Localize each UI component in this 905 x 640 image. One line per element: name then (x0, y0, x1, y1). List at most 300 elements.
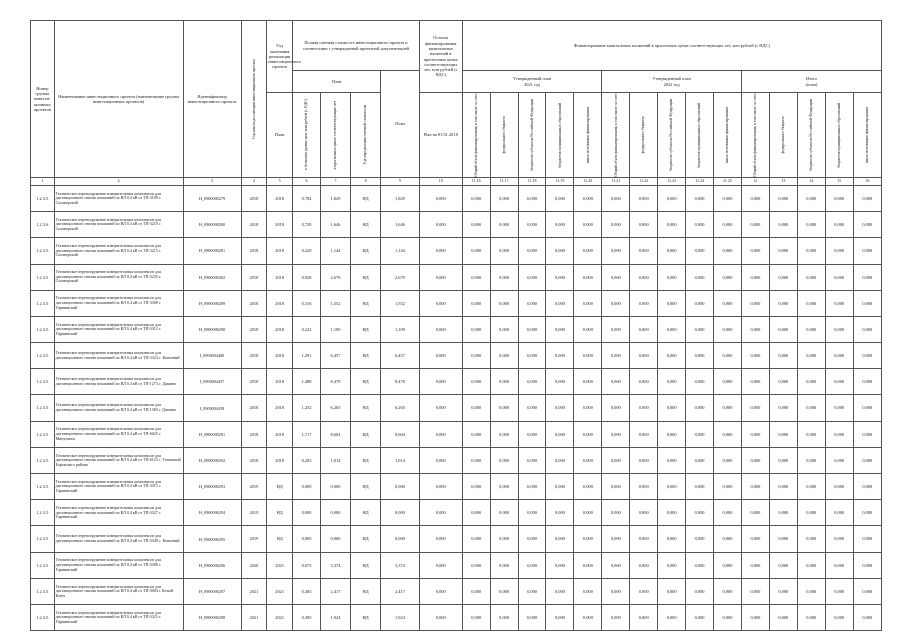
financing-value-cell: 0,000 (797, 500, 825, 526)
financing-value-cell: 0,000 (462, 395, 490, 421)
year-end-cell: 2021 (267, 578, 293, 604)
financing-value-cell: 0,000 (853, 474, 881, 500)
year-start-cell: 2018 (241, 264, 267, 290)
fin-h: бюджетов субъектов Российской Федерации (658, 93, 686, 178)
year-end-cell: 2018 (267, 185, 293, 211)
financing-value-cell: 0,000 (490, 578, 518, 604)
financing-value-cell: 0,000 (546, 578, 574, 604)
financing-value-cell: 0,000 (518, 474, 546, 500)
financing-value-cell: 0,000 (714, 343, 742, 369)
remain-unfinanced-cell: 0,000 (419, 395, 462, 421)
financing-value-cell: 0,000 (853, 185, 881, 211)
header-project-id: Идентификатор инвестиционного проекта (183, 21, 241, 178)
group-no-cell: 1.2.3.5 (31, 343, 55, 369)
year-end-cell: 2018 (267, 369, 293, 395)
project-id-cell: H_0900000280 (183, 212, 241, 238)
financing-value-cell: 0,000 (658, 185, 686, 211)
project-name-cell: Техническое перевооружение измерительных комплексов для дистанционного снятия показаний по ВЛ 0,4 кВ от ТП-3215 г. Салаворский (54, 238, 183, 264)
cost-forecast-cell: 2,417 (320, 578, 350, 604)
financing-value-cell: 0,000 (797, 395, 825, 421)
financing-value-cell: 0,000 (686, 185, 714, 211)
financing-value-cell: 0,000 (797, 552, 825, 578)
fin-h: бюджетов субъектов Российской Федерации (518, 93, 546, 178)
project-id-cell: H_0900000291 (183, 421, 241, 447)
column-number: 2 (54, 177, 183, 185)
year-start-cell: 2018 (241, 447, 267, 473)
financing-value-cell: 0,000 (769, 290, 797, 316)
financing-value-cell: 0,000 (853, 526, 881, 552)
financing-value-cell: 0,000 (853, 290, 881, 316)
financing-value-cell: 0,000 (769, 604, 797, 630)
cost-year-cell: НД (351, 421, 381, 447)
cost-forecast-cell: 1,924 (320, 604, 350, 630)
financing-value-cell: 0,000 (602, 526, 630, 552)
financing-value-cell: 0,000 (797, 185, 825, 211)
financing-value-cell: 0,000 (630, 604, 658, 630)
financing-value-cell: 0,000 (574, 395, 602, 421)
column-number: 16 (853, 177, 881, 185)
project-name-cell: Техническое перевооружение измерительных комплексов для дистанционного снятия показаний по ВЛ 0,4 кВ от ТП-3308 г. Гарнаевский (54, 552, 183, 578)
financing-value-cell: 0,000 (825, 421, 853, 447)
financing-value-cell: 0,000 (853, 500, 881, 526)
financing-value-cell: 0,000 (769, 185, 797, 211)
financing-value-cell: 0,000 (714, 604, 742, 630)
financing-value-cell: 0,000 (797, 578, 825, 604)
project-name-cell: Техническое перевооружение измерительных комплексов для дистанционного снятия показаний по ВЛ 0,4 кВ от ТП-3004 г. Белый Ключ (54, 578, 183, 604)
financing-value-cell: 0,000 (853, 264, 881, 290)
remain-plan-cell: 0,000 (381, 474, 420, 500)
fin-h: иных источников финансирования (853, 93, 881, 178)
cost-year-cell: НД (351, 474, 381, 500)
financing-value-cell: 0,000 (741, 604, 769, 630)
financing-value-cell: 0,000 (574, 369, 602, 395)
column-number: 11.20 (574, 177, 602, 185)
financing-value-cell: 0,000 (769, 343, 797, 369)
financing-value-cell: 0,000 (797, 212, 825, 238)
financing-value-cell: 0,000 (658, 264, 686, 290)
financing-value-cell: 0,000 (825, 552, 853, 578)
project-id-cell: I_0900004480 (183, 343, 241, 369)
financing-value-cell: 0,000 (462, 500, 490, 526)
table-row (31, 185, 882, 211)
financing-value-cell: 0,000 (462, 316, 490, 342)
fin-h: иных источников финансирования (714, 93, 742, 178)
financing-value-cell: 0,000 (714, 369, 742, 395)
table-row (31, 604, 882, 630)
financing-value-cell: 0,000 (546, 421, 574, 447)
financing-value-cell: 0,000 (769, 578, 797, 604)
cost-base-cell: 0,784 (293, 185, 321, 211)
financing-value-cell: 0,000 (630, 290, 658, 316)
cost-base-cell: 0,229 (293, 238, 321, 264)
financing-value-cell: 0,000 (825, 316, 853, 342)
column-number: 11.24 (686, 177, 714, 185)
financing-value-cell: 0,000 (741, 500, 769, 526)
remain-unfinanced-cell: 0,000 (419, 264, 462, 290)
financing-value-cell: 0,000 (714, 264, 742, 290)
column-number: 14 (797, 177, 825, 185)
fin-h: федерального бюджета (630, 93, 658, 178)
financing-value-cell: 0,000 (714, 212, 742, 238)
financing-value-cell: 0,000 (602, 264, 630, 290)
financing-value-cell: 0,000 (602, 552, 630, 578)
column-number: 12 (741, 177, 769, 185)
table-row (31, 369, 882, 395)
group-no-cell: 1.2.3.5 (31, 369, 55, 395)
investment-table (30, 20, 882, 631)
financing-value-cell: 0,000 (630, 212, 658, 238)
table-row (31, 316, 882, 342)
financing-value-cell: 0,000 (769, 238, 797, 264)
remain-plan-cell: 3,374 (381, 552, 420, 578)
financing-value-cell: 0,000 (769, 526, 797, 552)
financing-value-cell: 0,000 (741, 395, 769, 421)
cost-base-cell: 1,488 (293, 369, 321, 395)
financing-value-cell: 0,000 (518, 421, 546, 447)
group-no-cell: 1.2.3.5 (31, 500, 55, 526)
cost-forecast-cell: 1,109 (320, 316, 350, 342)
header-financing: Финансирование капитальных вложений в прогнозных ценах соответствующих лет, млн рублей (с НДС) (462, 21, 881, 71)
remain-unfinanced-cell: 0,000 (419, 526, 462, 552)
year-start-cell: 2018 (241, 395, 267, 421)
financing-value-cell: 0,000 (714, 500, 742, 526)
financing-value-cell: 0,000 (602, 290, 630, 316)
fin-h: Общий объем финансирования, в том числе за счет: (602, 93, 630, 178)
header-c5: План (267, 93, 293, 178)
financing-value-cell: 0,000 (741, 526, 769, 552)
table-row (31, 474, 882, 500)
table-row (31, 447, 882, 473)
year-end-cell: 2018 (267, 238, 293, 264)
financing-value-cell: 0,000 (546, 474, 574, 500)
financing-value-cell: 0,000 (825, 526, 853, 552)
financing-value-cell: 0,000 (518, 316, 546, 342)
cost-forecast-cell: 1,646 (320, 212, 350, 238)
financing-value-cell: 0,000 (686, 395, 714, 421)
financing-value-cell: 0,000 (658, 526, 686, 552)
financing-value-cell: 0,000 (658, 316, 686, 342)
year-end-cell: НД (267, 500, 293, 526)
remain-plan-cell: 2,679 (381, 264, 420, 290)
remain-plan-cell: 8,478 (381, 369, 420, 395)
financing-value-cell: 0,000 (853, 421, 881, 447)
financing-value-cell: 0,000 (546, 604, 574, 630)
header-year-end: Год окончания реализации инвестиционного проекта (267, 21, 293, 93)
financing-value-cell: 0,000 (518, 343, 546, 369)
financing-value-cell: 0,000 (462, 604, 490, 630)
remain-unfinanced-cell: 0,000 (419, 474, 462, 500)
financing-value-cell: 0,000 (825, 474, 853, 500)
remain-plan-cell: 2,417 (381, 578, 420, 604)
cost-forecast-cell: 1,829 (320, 185, 350, 211)
cost-forecast-cell: 6,265 (320, 395, 350, 421)
financing-value-cell: 0,000 (769, 369, 797, 395)
financing-value-cell: 0,000 (686, 316, 714, 342)
financing-value-cell: 0,000 (686, 500, 714, 526)
project-name-cell: Техническое перевооружение измерительных комплексов для дистанционного снятия показаний по ВЛ 0,4 кВ от ТП-3315 г. Гарнаевский (54, 474, 183, 500)
cost-base-cell: 0,720 (293, 212, 321, 238)
cost-base-cell: 1,291 (293, 343, 321, 369)
project-name-cell: Техническое перевооружение измерительных комплексов для дистанционного снятия показаний по ВЛ 0,4 кВ от ТП-3312 г. Гарнаевский (54, 316, 183, 342)
financing-value-cell: 0,000 (769, 552, 797, 578)
financing-value-cell: 0,000 (462, 290, 490, 316)
cost-year-cell: НД (351, 369, 381, 395)
project-name-cell: Техническое перевооружение измерительных комплексов для дистанционного снятия показаний по ВЛ 0,4 кВ от ТП-3323 г. Гарнаевский (54, 604, 183, 630)
financing-value-cell: 0,000 (602, 343, 630, 369)
financing-value-cell: 0,000 (825, 264, 853, 290)
financing-value-cell: 0,000 (574, 238, 602, 264)
financing-value-cell: 0,000 (462, 343, 490, 369)
project-id-cell: H_0900000296 (183, 552, 241, 578)
financing-value-cell: 0,000 (741, 474, 769, 500)
financing-value-cell: 0,000 (630, 552, 658, 578)
financing-value-cell: 0,000 (658, 238, 686, 264)
year-end-cell: 2018 (267, 264, 293, 290)
financing-value-cell: 0,000 (686, 474, 714, 500)
financing-value-cell: 0,000 (769, 421, 797, 447)
financing-value-cell: 0,000 (853, 343, 881, 369)
financing-value-cell: 0,000 (518, 238, 546, 264)
header-approved-2021: Утвержденный план 2021 год (462, 71, 602, 93)
cost-forecast-cell: 1,144 (320, 238, 350, 264)
financing-value-cell: 0,000 (490, 395, 518, 421)
financing-value-cell: 0,000 (714, 395, 742, 421)
financing-value-cell: 0,000 (714, 316, 742, 342)
year-start-cell: 2019 (241, 474, 267, 500)
remain-unfinanced-cell: 0,000 (419, 421, 462, 447)
financing-value-cell: 0,000 (853, 447, 881, 473)
cost-base-cell: 0,000 (293, 500, 321, 526)
fin-h: Общий объем финансирования, в том числе за счет: (741, 93, 769, 178)
cost-year-cell: НД (351, 290, 381, 316)
financing-value-cell: 0,000 (825, 343, 853, 369)
financing-value-cell: 0,000 (574, 421, 602, 447)
financing-value-cell: 0,000 (546, 369, 574, 395)
year-start-cell: 2018 (241, 369, 267, 395)
financing-value-cell: 0,000 (658, 552, 686, 578)
financing-value-cell: 0,000 (602, 604, 630, 630)
financing-value-cell: 0,000 (462, 185, 490, 211)
header-approved-2022: Утвержденный план 2022 год (602, 71, 742, 93)
financing-value-cell: 0,000 (825, 578, 853, 604)
financing-value-cell: 0,000 (518, 447, 546, 473)
group-no-cell: 1.2.3.5 (31, 552, 55, 578)
cost-base-cell: 1,717 (293, 421, 321, 447)
cost-forecast-cell: 8,478 (320, 369, 350, 395)
financing-value-cell: 0,000 (797, 447, 825, 473)
financing-value-cell: 0,000 (574, 343, 602, 369)
remain-plan-cell: 1,014 (381, 447, 420, 473)
cost-base-cell: 0,928 (293, 264, 321, 290)
group-no-cell: 1.2.3.5 (31, 238, 55, 264)
financing-value-cell: 0,000 (714, 238, 742, 264)
header-c10: Plan на 01.01.2018 (419, 93, 462, 178)
cost-base-cell: 0,675 (293, 552, 321, 578)
financing-value-cell: 0,000 (518, 552, 546, 578)
financing-value-cell: 0,000 (825, 238, 853, 264)
financing-value-cell: 0,000 (658, 500, 686, 526)
remain-unfinanced-cell: 0,000 (419, 447, 462, 473)
year-start-cell: 2018 (241, 185, 267, 211)
financing-value-cell: 0,000 (658, 604, 686, 630)
financing-value-cell: 0,000 (574, 264, 602, 290)
table-row (31, 526, 882, 552)
cost-base-cell: 0,222 (293, 316, 321, 342)
column-number: 1 (31, 177, 55, 185)
financing-value-cell: 0,000 (853, 578, 881, 604)
financing-value-cell: 0,000 (797, 369, 825, 395)
cost-forecast-cell: 0,000 (320, 474, 350, 500)
remain-unfinanced-cell: 0,000 (419, 552, 462, 578)
financing-value-cell: 0,000 (825, 604, 853, 630)
remain-plan-cell: 1,829 (381, 185, 420, 211)
cost-base-cell: 0,000 (293, 526, 321, 552)
financing-value-cell: 0,000 (797, 526, 825, 552)
remain-plan-cell: 1,646 (381, 212, 420, 238)
financing-value-cell: 0,000 (797, 290, 825, 316)
financing-value-cell: 0,000 (490, 500, 518, 526)
financing-value-cell: 0,000 (853, 369, 881, 395)
header-project-name: Наименование инвестиционного проекта (наименование группы инвестиционных проектов) (54, 21, 183, 178)
year-start-cell: 2020 (241, 552, 267, 578)
project-id-cell: H_0900000293 (183, 474, 241, 500)
financing-value-cell: 0,000 (686, 264, 714, 290)
financing-value-cell: 0,000 (574, 290, 602, 316)
financing-value-cell: 0,000 (602, 369, 630, 395)
group-no-cell: 1.2.3.5 (31, 578, 55, 604)
financing-value-cell: 0,000 (546, 238, 574, 264)
header-c6: в базисном уровне цен, млн рублей (с НДС) (293, 93, 321, 178)
year-end-cell: 2018 (267, 316, 293, 342)
financing-value-cell: 0,000 (602, 500, 630, 526)
financing-value-cell: 0,000 (490, 526, 518, 552)
financing-value-cell: 0,000 (490, 421, 518, 447)
financing-value-cell: 0,000 (490, 212, 518, 238)
remain-plan-cell: 1,552 (381, 290, 420, 316)
financing-value-cell: 0,000 (714, 578, 742, 604)
cost-year-cell: НД (351, 238, 381, 264)
financing-value-cell: 0,000 (741, 238, 769, 264)
project-id-cell: H_0900000279 (183, 185, 241, 211)
remain-unfinanced-cell: 0,000 (419, 578, 462, 604)
financing-value-cell: 0,000 (518, 395, 546, 421)
financing-value-cell: 0,000 (630, 316, 658, 342)
table-row (31, 238, 882, 264)
financing-value-cell: 0,000 (714, 421, 742, 447)
financing-value-cell: 0,000 (825, 369, 853, 395)
financing-value-cell: 0,000 (462, 238, 490, 264)
financing-value-cell: 0,000 (490, 369, 518, 395)
remain-unfinanced-cell: 0,000 (419, 369, 462, 395)
group-no-cell: 1.2.3.5 (31, 447, 55, 473)
remain-plan-cell: 0,000 (381, 526, 420, 552)
column-number: 11.16 (462, 177, 490, 185)
financing-value-cell: 0,000 (853, 212, 881, 238)
financing-value-cell: 0,000 (658, 343, 686, 369)
financing-value-cell: 0,000 (686, 552, 714, 578)
column-number: 11.25 (714, 177, 742, 185)
financing-value-cell: 0,000 (546, 552, 574, 578)
project-id-cell: H_0900000289 (183, 290, 241, 316)
financing-value-cell: 0,000 (686, 604, 714, 630)
project-name-cell: Техническое перевооружение измерительных комплексов для дистанционного снятия показаний по ВЛ 0,4 кВ от ТП-3349 с. Копьевый (54, 526, 183, 552)
financing-value-cell: 0,000 (518, 526, 546, 552)
cost-forecast-cell: 1,014 (320, 447, 350, 473)
financing-value-cell: 0,000 (853, 395, 881, 421)
financing-value-cell: 0,000 (741, 264, 769, 290)
year-start-cell: 2021 (241, 578, 267, 604)
financing-value-cell: 0,000 (741, 552, 769, 578)
fin-h: федерального бюджета (769, 93, 797, 178)
remain-unfinanced-cell: 0,000 (419, 604, 462, 630)
financing-value-cell: 0,000 (630, 447, 658, 473)
financing-value-cell: 0,000 (490, 447, 518, 473)
financing-value-cell: 0,000 (630, 369, 658, 395)
project-name-cell: Техническое перевооружение измерительных комплексов для дистанционного снятия показаний по ВЛ 0,4 кВ от ТП-1383 г. Дашино (54, 395, 183, 421)
financing-value-cell: 0,000 (769, 264, 797, 290)
year-end-cell: 2018 (267, 421, 293, 447)
cost-forecast-cell: 0,000 (320, 500, 350, 526)
year-end-cell: 2021 (267, 604, 293, 630)
fin-h: бюджетов муниципальных образований (546, 93, 574, 178)
financing-value-cell: 0,000 (686, 421, 714, 447)
financing-value-cell: 0,000 (518, 264, 546, 290)
financing-value-cell: 0,000 (490, 185, 518, 211)
fin-h: Общий объем финансирования, в том числе за счет: (462, 93, 490, 178)
financing-value-cell: 0,000 (797, 343, 825, 369)
cost-base-cell: 0,000 (293, 474, 321, 500)
group-no-cell: 1.2.3.5 (31, 185, 55, 211)
financing-value-cell: 0,000 (686, 290, 714, 316)
column-number: 11.22 (630, 177, 658, 185)
financing-value-cell: 0,000 (825, 185, 853, 211)
cost-year-cell: НД (351, 395, 381, 421)
financing-value-cell: 0,000 (574, 316, 602, 342)
financing-value-cell: 0,000 (769, 500, 797, 526)
financing-value-cell: 0,000 (853, 552, 881, 578)
financing-value-cell: 0,000 (797, 421, 825, 447)
year-end-cell: 2018 (267, 343, 293, 369)
financing-value-cell: 0,000 (686, 238, 714, 264)
cost-year-cell: НД (351, 264, 381, 290)
cost-forecast-cell: 6,457 (320, 343, 350, 369)
financing-value-cell: 0,000 (462, 447, 490, 473)
financing-value-cell: 0,000 (630, 395, 658, 421)
cost-year-cell: НД (351, 212, 381, 238)
remain-plan-cell: 0,000 (381, 500, 420, 526)
financing-value-cell: 0,000 (630, 343, 658, 369)
column-number: 9 (381, 177, 420, 185)
column-number: 11.17 (490, 177, 518, 185)
project-name-cell: Техническое перевооружение измерительных комплексов для дистанционного снятия показаний по ВЛ 0,4 кВ от ТП-3308 г. Гарнаевский (54, 290, 183, 316)
header-total: Итого (план) (741, 71, 881, 93)
financing-value-cell: 0,000 (853, 238, 881, 264)
financing-value-cell: 0,000 (546, 185, 574, 211)
remain-plan-cell: 1,144 (381, 238, 420, 264)
financing-value-cell: 0,000 (462, 526, 490, 552)
financing-value-cell: 0,000 (490, 604, 518, 630)
cost-year-cell: НД (351, 447, 381, 473)
financing-value-cell: 0,000 (462, 264, 490, 290)
financing-value-cell: 0,000 (853, 604, 881, 630)
table-row (31, 500, 882, 526)
financing-value-cell: 0,000 (658, 212, 686, 238)
financing-value-cell: 0,000 (825, 212, 853, 238)
year-start-cell: 2018 (241, 421, 267, 447)
project-name-cell: Техническое перевооружение измерительных комплексов для дистанционного снятия показаний по ВЛ 0,4 кВ от ТП-3235 г. Салаворский (54, 264, 183, 290)
remain-plan-cell: 1,924 (381, 604, 420, 630)
financing-value-cell: 0,000 (546, 343, 574, 369)
